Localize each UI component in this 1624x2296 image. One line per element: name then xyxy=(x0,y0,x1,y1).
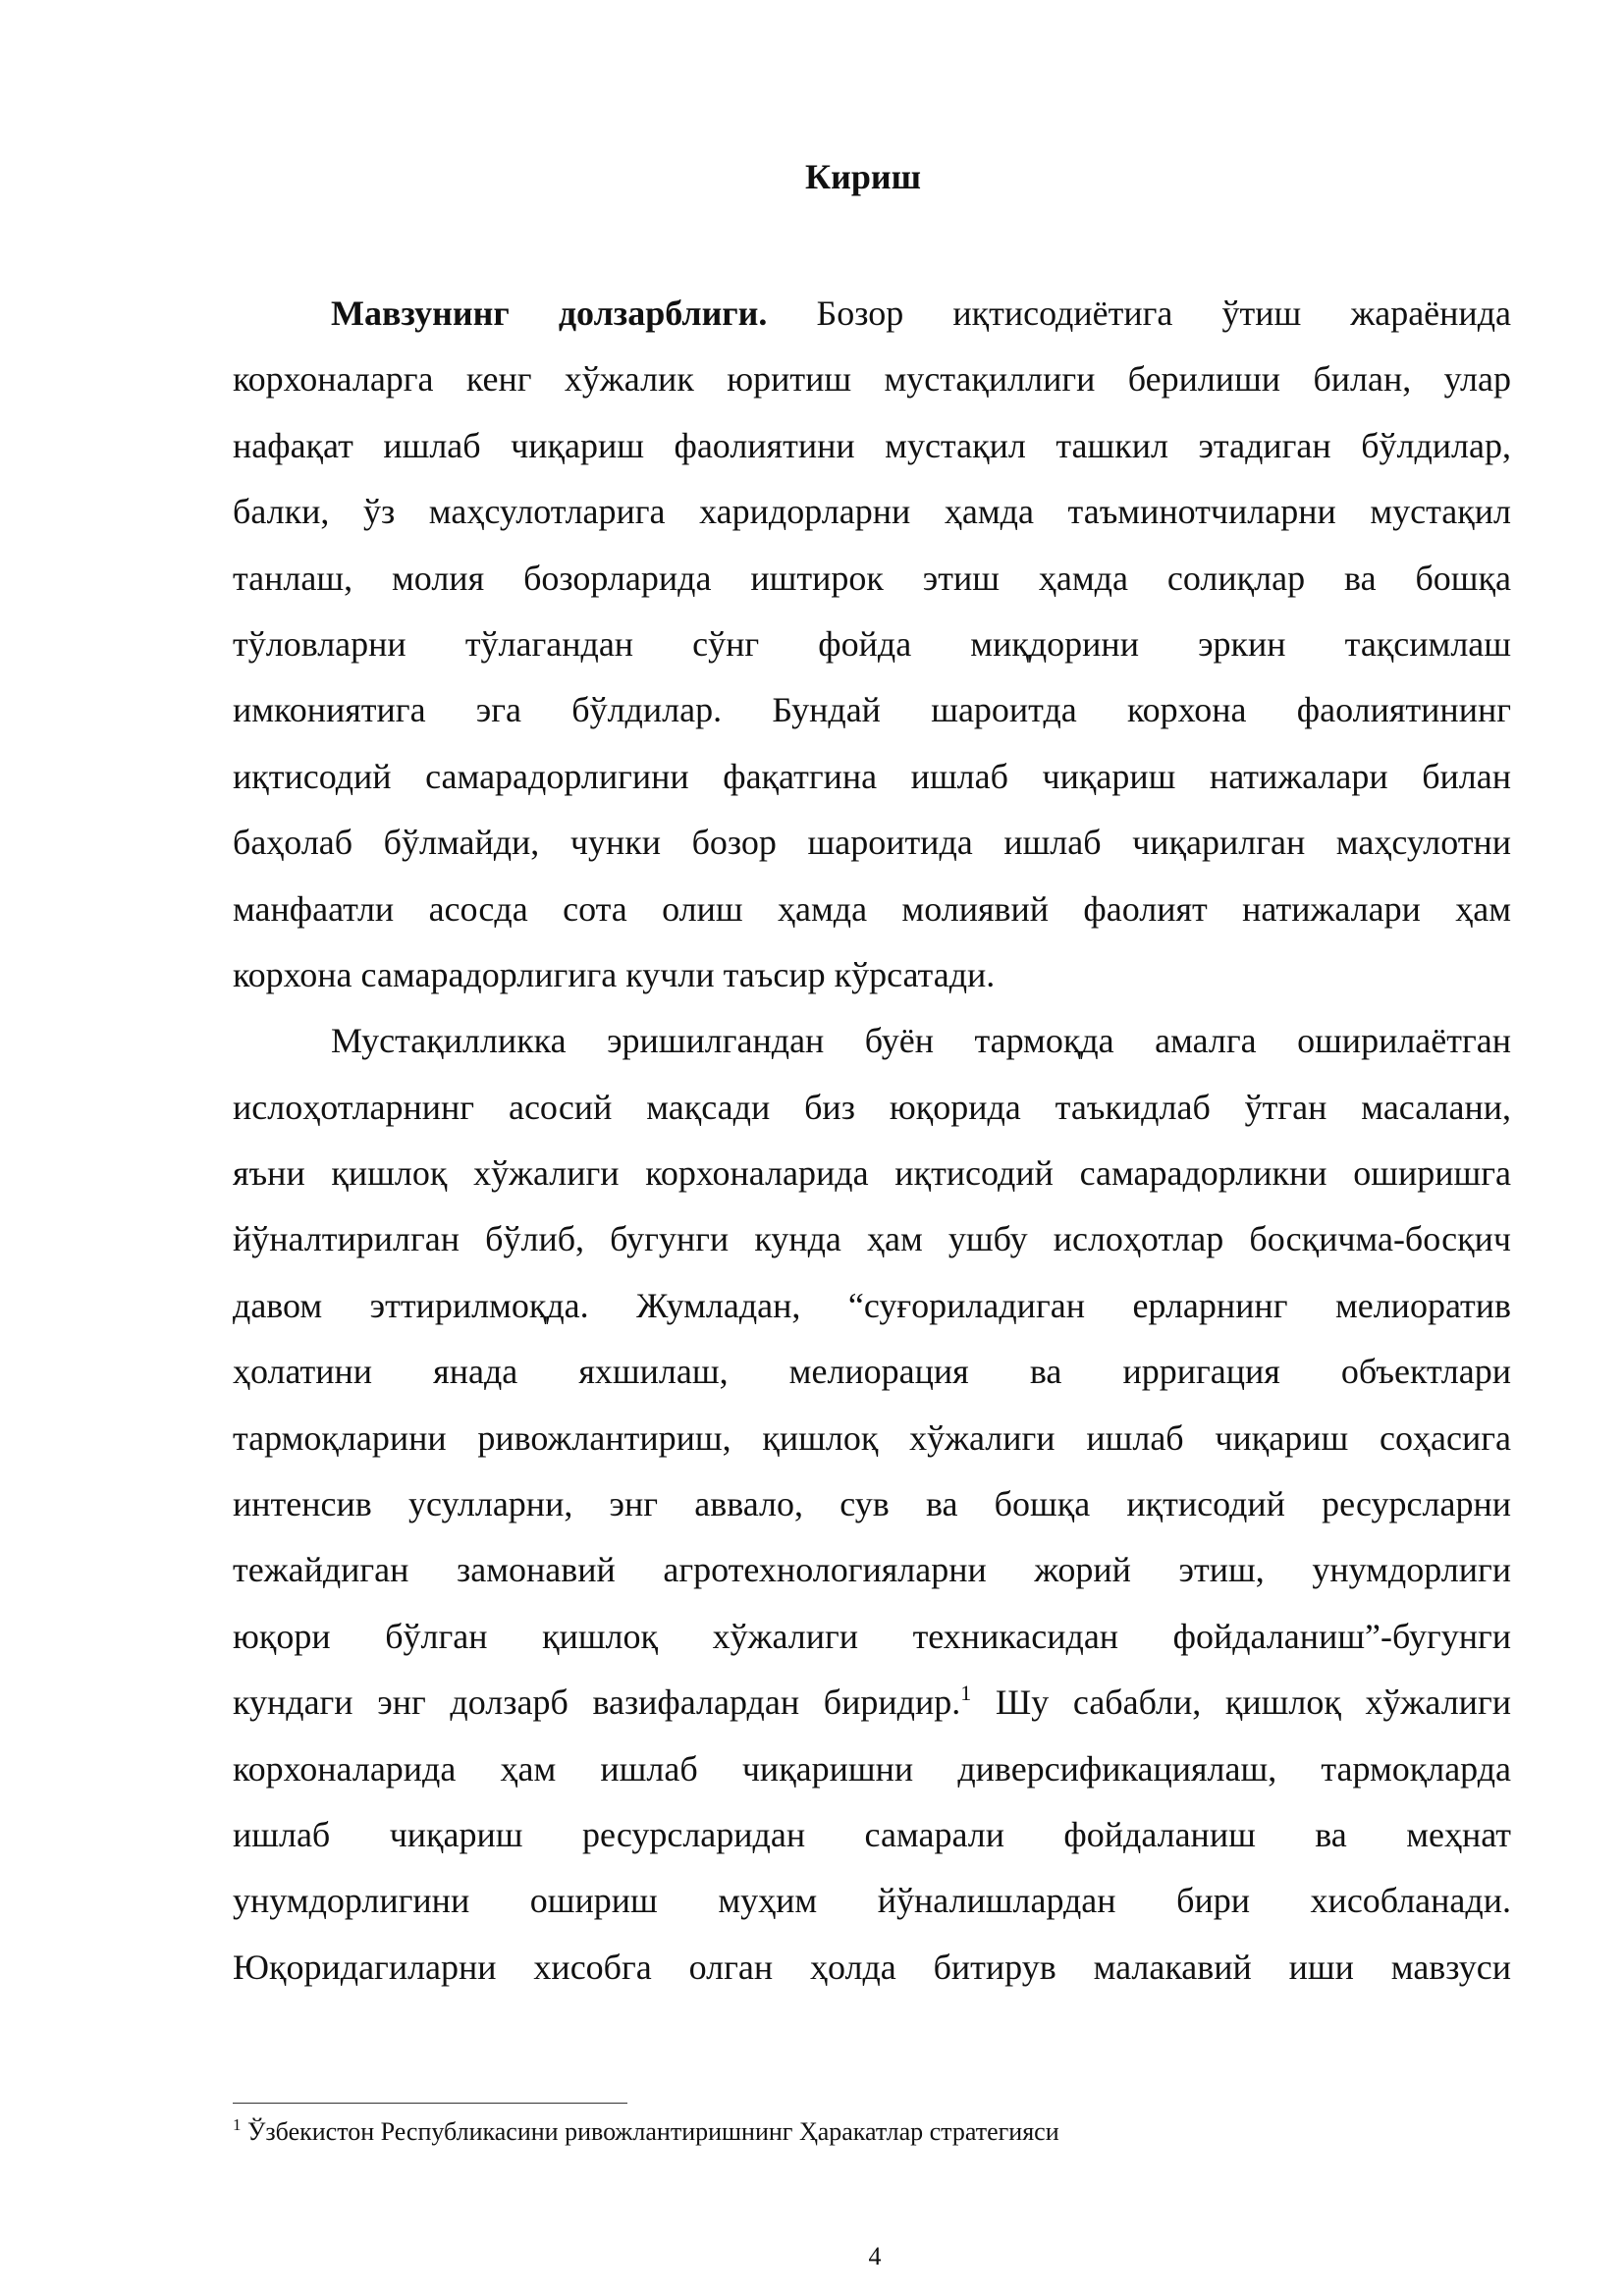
paragraph-1-line xyxy=(233,281,1511,347)
paragraph-2-line: ишлаб чиқариш ресурсларидан самарали фойдаланиш ва меҳнат xyxy=(233,1814,1511,1854)
paragraph-2-line: интенсив усулларни, энг аввало, сув ва бошқа иқтисодий ресурсларни xyxy=(233,1484,1511,1524)
paragraph-1-line: балки, ўз маҳсулотларига харидорларни ҳамда таъминотчиларни мустақил xyxy=(233,492,1511,532)
footnote-separator xyxy=(233,2103,627,2104)
paragraph-2-line: яъни қишлоқ хўжалиги корхоналарида иқтисодий самарадорликни оширишга xyxy=(233,1153,1511,1194)
page-title: Кириш xyxy=(804,157,921,196)
paragraph-2-line: давом эттирилмоқда. Жумладан, “суғориладиган ерларнинг мелиоратив xyxy=(233,1285,1511,1325)
paragraph-2-line: тежайдиган замонавий агротехнологияларни жорий этиш, унумдорлиги xyxy=(233,1550,1511,1590)
paragraph-2-line: йўналтирилган бўлиб, бугунги кунда ҳам ушбу ислоҳотлар босқичма-босқич xyxy=(233,1219,1511,1259)
paragraph-2-line: унумдорлигини ошириш муҳим йўналишлардан бири хисобланади. xyxy=(233,1881,1511,1921)
paragraph-1-line: корхона самарадорлигига кучли таъсир кўрсатади. xyxy=(233,954,996,994)
paragraph-1-line: баҳолаб бўлмайди, чунки бозор шароитида ишлаб чиқарилган маҳсулотни xyxy=(233,823,1511,863)
footnote-marker: 1 xyxy=(233,2115,242,2134)
paragraph-1-line: иқтисодий самарадорлигини фақатгина ишлаб чиқариш натижалари билан xyxy=(233,756,1511,796)
footnote-reference[interactable]: 1 xyxy=(960,1681,972,1706)
paragraph-2-line: тармоқларини ривожлантириш, қишлоқ хўжалиги ишлаб чиқариш соҳасига xyxy=(233,1417,1511,1458)
footnote-text: Ўзбекистон Республикасини ривожлантиришнинг Ҳаракатлар стратегияси xyxy=(241,2117,1059,2146)
paragraph-2-line: ислоҳотларнинг асосий мақсади биз юқорида таъкидлаб ўтган масалани, xyxy=(233,1087,1511,1127)
document-body xyxy=(233,281,1511,2001)
paragraph-2-line: корхоналарида ҳам ишлаб чиқаришни диверсификациялаш, тармоқларда xyxy=(233,1748,1511,1789)
paragraph-2-line: юқори бўлган қишлоқ хўжалиги техникасидан фойдаланиш”-бугунги xyxy=(233,1616,1511,1656)
paragraph-2-line xyxy=(233,1670,1511,1735)
paragraph-1-line: нафақат ишлаб чиқариш фаолиятини мустақил ташкил этадиган бўлдилар, xyxy=(233,425,1511,465)
footnote xyxy=(233,2116,1059,2148)
paragraph-2-line-text: Шу сабабли, қишлоқ хўжалиги xyxy=(971,1682,1511,1723)
paragraph-1-line: танлаш, молия бозорларида иштирок этиш ҳамда солиқлар ва бошқа xyxy=(233,558,1511,598)
paragraph-1-line: манфаатли асосда сота олиш ҳамда молиявий фаолият натижалари ҳам xyxy=(233,888,1511,929)
paragraph-2-line-text: кундаги энг долзарб вазифалардан биридир. xyxy=(233,1682,961,1723)
paragraph-2-line: ҳолатини янада яхшилаш, мелиорация ва ирригация объектлари xyxy=(233,1352,1511,1392)
page-number: 4 xyxy=(868,2242,882,2270)
paragraph-2-line: Юқоридагиларни хисобга олган ҳолда битирув малакавий иши мавзуси xyxy=(233,1947,1511,1987)
paragraph-1-line: тўловларни тўлагандан сўнг фойда миқдорини эркин тақсимлаш xyxy=(233,623,1511,664)
paragraph-1-line: корхоналарга кенг хўжалик юритиш мустақиллиги берилиши билан, улар xyxy=(233,359,1511,400)
paragraph-1-line: имкониятига эга бўлдилар. Бундай шароитда корхона фаолиятининг xyxy=(233,690,1511,730)
paragraph-1-line-text: Бозор иқтисодиётига ўтиш жараёнида xyxy=(767,294,1511,333)
topic-relevance-label: Мавзунинг долзарблиги. xyxy=(331,294,768,333)
paragraph-2-line: Мустақилликка эришилгандан буён тармоқда амалга оширилаётган xyxy=(331,1021,1511,1061)
